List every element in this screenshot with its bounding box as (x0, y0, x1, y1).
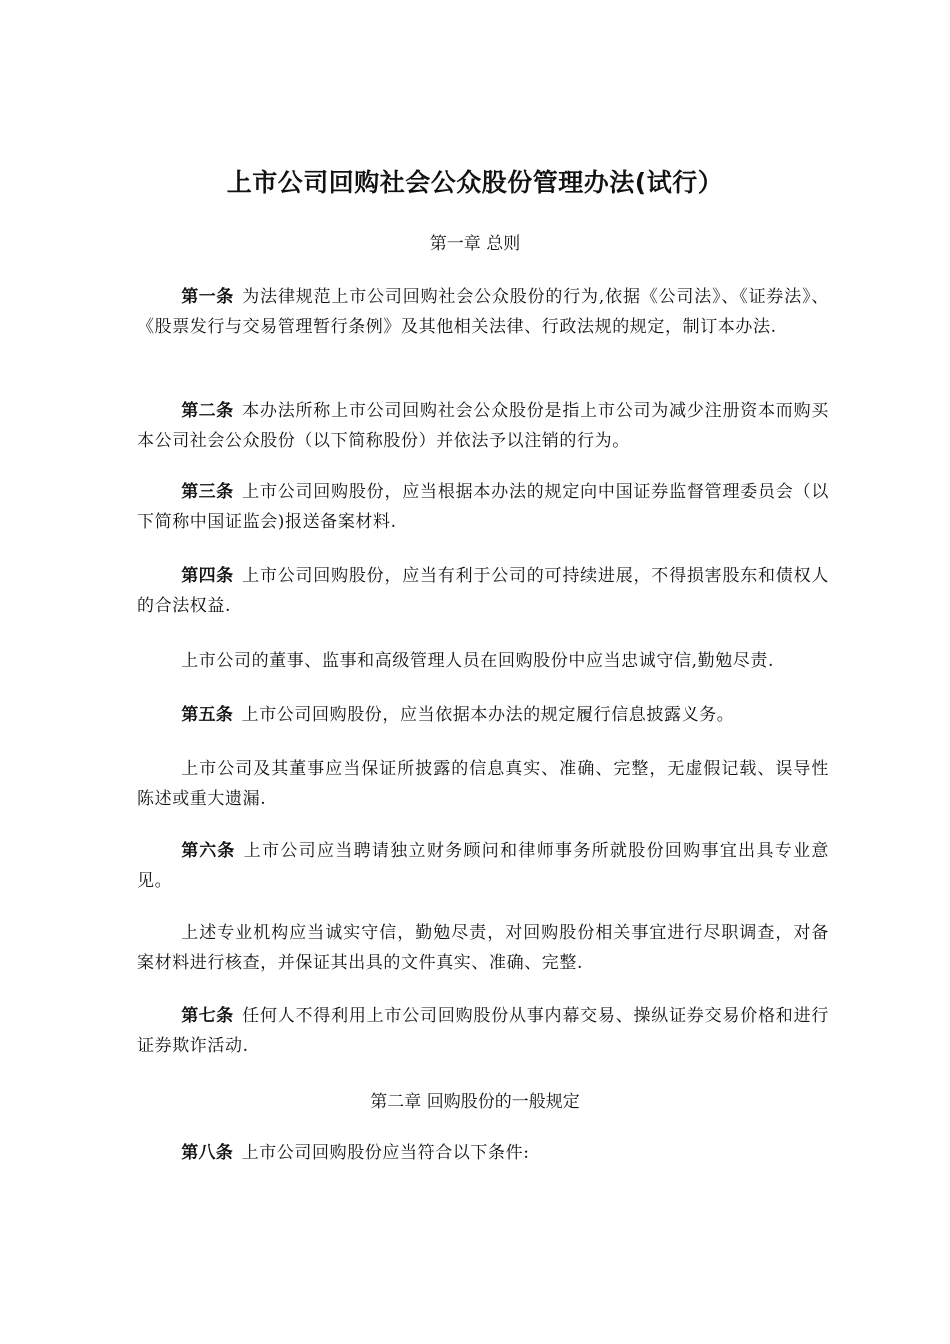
article-6-paragraph-2: 上述专业机构应当诚实守信，勤勉尽责，对回购股份相关事宜进行尽职调查，对备案材料进行核查，并保证其出具的文件真实、准确、完整. (137, 923, 829, 973)
article-4-text: 上市公司回购股份，应当有利于公司的可持续进展，不得损害股东和债权人的合法权益. (137, 566, 829, 616)
article-6-label: 第六条 (181, 841, 236, 861)
article-2 (137, 396, 829, 456)
article-4 (137, 561, 829, 621)
article-6-text: 上市公司应当聘请独立财务顾问和律师事务所就股份回购事宜出具专业意见。 (137, 841, 830, 891)
article-8 (137, 1138, 829, 1168)
article-5-label: 第五条 (181, 705, 234, 725)
article-2-label: 第二条 (181, 401, 234, 421)
article-8-label: 第八条 (181, 1143, 234, 1163)
article-4-paragraph-2: 上市公司的董事、监事和高级管理人员在回购股份中应当忠诚守信,勤勉尽责. (181, 651, 774, 671)
article-2-text: 本办法所称上市公司回购社会公众股份是指上市公司为减少注册资本而购买本公司社会公众股份（以下简称股份）并依法予以注销的行为。 (137, 401, 829, 451)
article-1 (137, 282, 829, 342)
chapter-heading-1: 第一章 总则 (429, 234, 521, 254)
article-1-text: 为法律规范上市公司回购社会公众股份的行为,依据《公司法》、《证券法》、《股票发行与交易管理暂行条例》及其他相关法律、行政法规的规定，制订本办法. (137, 287, 829, 337)
article-5 (137, 700, 829, 730)
article-6 (137, 836, 829, 896)
article-1-label: 第一条 (181, 287, 234, 307)
article-5-text: 上市公司回购股份，应当依据本办法的规定履行信息披露义务。 (241, 705, 735, 725)
document-title: 上市公司回购社会公众股份管理办法(试行） (226, 168, 724, 197)
article-5-paragraph-2: 上市公司及其董事应当保证所披露的信息真实、准确、完整，无虚假记载、误导性陈述或重大遗漏. (137, 759, 829, 809)
article-3 (137, 477, 829, 537)
chapter-heading-2: 第二章 回购股份的一般规定 (370, 1092, 580, 1112)
article-3-label: 第三条 (181, 482, 234, 502)
article-7 (137, 1001, 829, 1061)
article-7-label: 第七条 (181, 1006, 234, 1026)
article-8-text: 上市公司回购股份应当符合以下条件: (241, 1143, 530, 1163)
article-3-text: 上市公司回购股份，应当根据本办法的规定向中国证券监督管理委员会（以下简称中国证监会)报送备案材料. (137, 482, 829, 532)
article-7-text: 任何人不得利用上市公司回购股份从事内幕交易、操纵证券交易价格和进行证券欺诈活动. (137, 1006, 829, 1056)
article-4-label: 第四条 (181, 566, 234, 586)
